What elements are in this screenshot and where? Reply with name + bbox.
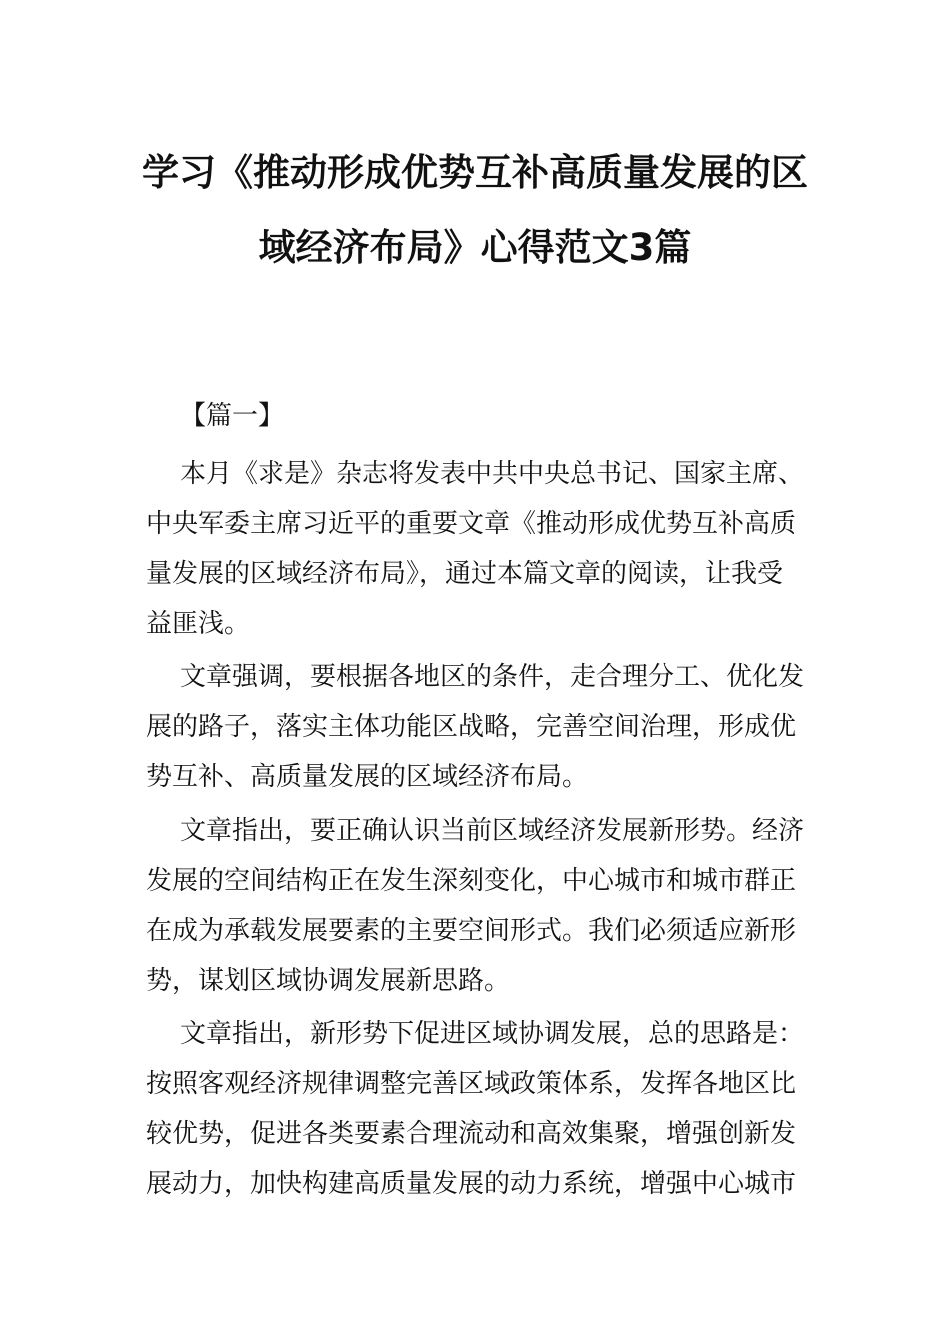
paragraph-line: 展的路子，落实主体功能区战略，完善空间治理，形成优	[146, 712, 797, 742]
paragraph-line: 在成为承载发展要素的主要空间形式。我们必须适应新形	[146, 916, 797, 946]
paragraph-line: 势互补、高质量发展的区域经济布局。	[146, 762, 589, 792]
paragraph-line: 文章强调，要根据各地区的条件，走合理分工、优化发	[180, 662, 805, 692]
paragraph-line: 按照客观经济规律调整完善区域政策体系，发挥各地区比	[146, 1069, 797, 1099]
paragraph-line: 展动力，加快构建高质量发展的动力系统，增强中心城市	[146, 1169, 797, 1199]
paragraph-line: 益匪浅。	[146, 609, 251, 639]
paragraph-line: 文章指出，新形势下促进区域协调发展，总的思路是：	[180, 1019, 805, 1049]
paragraph-line: 较优势，促进各类要素合理流动和高效集聚，增强创新发	[146, 1119, 797, 1149]
paragraph-line: 本月《求是》杂志将发表中共中央总书记、国家主席、	[180, 459, 805, 489]
paragraph-line: 中央军委主席习近平的重要文章《推动形成优势互补高质	[146, 509, 797, 539]
document-title-line-1: 学习《推动形成优势互补高质量发展的区	[142, 151, 808, 194]
section-heading: 【篇一】	[180, 401, 285, 431]
paragraph-line: 发展的空间结构正在发生深刻变化，中心城市和城市群正	[146, 866, 797, 896]
paragraph-line: 势，谋划区域协调发展新思路。	[146, 966, 511, 996]
paragraph-line: 文章指出，要正确认识当前区域经济发展新形势。经济	[180, 816, 805, 846]
document-title-line-2: 域经济布局》心得范文3篇	[258, 226, 692, 269]
paragraph-line: 量发展的区域经济布局》，通过本篇文章的阅读，让我受	[146, 559, 784, 589]
